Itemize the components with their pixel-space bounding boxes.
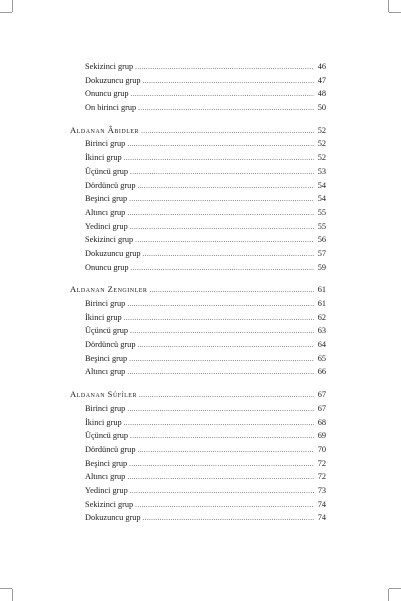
toc-entry [70,137,326,151]
toc-section-page: 67 [317,390,326,400]
toc-entry [70,60,326,74]
toc-entry-title: Dördüncü grup [85,444,136,454]
toc-entry-title: On birinci grup [85,103,137,113]
toc-entry [70,151,326,165]
leader-dots [127,298,314,312]
toc-entry [70,87,326,101]
toc-entry-page: 65 [317,353,326,363]
toc-entry [70,443,326,457]
toc-entry-title: Altıncı grup [85,367,126,377]
toc-entry [70,192,326,206]
crop-mark-top-left [12,0,13,12]
crop-mark-left-top [0,12,12,13]
toc-entry-title: Beşinci grup [85,458,128,468]
toc-entry-page: 59 [317,262,326,272]
leader-dots [143,512,314,526]
leader-dots [143,248,314,262]
toc-entry-page: 63 [317,326,326,336]
toc-entry [70,233,326,247]
leader-dots [130,221,314,235]
crop-mark-right-bottom [389,588,401,589]
toc-entry-page: 48 [317,89,326,99]
toc-section-page: 61 [317,285,326,295]
toc-entry-page: 73 [317,485,326,495]
crop-mark-top-right [388,0,389,12]
leader-dots [129,458,314,472]
toc-entry-page: 62 [317,312,326,322]
toc-entry-page: 52 [317,139,326,149]
toc-entry-page: 72 [317,458,326,468]
leader-dots [135,234,314,248]
toc-entry-title: Dokuzuncu grup [85,75,141,85]
crop-mark-right-top [389,12,401,13]
toc-entry-page: 54 [317,180,326,190]
toc-section-title: Aldanan Sûfîler [70,389,137,400]
crop-mark-bottom-left [12,589,13,601]
toc-entry-title: Sekizinci grup [85,62,134,71]
toc-entry-page: 57 [317,248,326,258]
leader-dots [139,389,314,403]
toc-entry-title: Sekizinci grup [85,499,134,509]
leader-dots [135,61,314,75]
leader-dots [130,325,314,339]
toc-entry [70,365,326,379]
toc-entry [70,297,326,311]
toc-entry [70,511,326,525]
toc-entry-title: İkinci grup [85,312,122,322]
toc-entry-title: Birinci grup [85,299,126,308]
section-gap [70,274,326,283]
leader-dots [141,125,314,139]
toc-entry-page: 56 [317,235,326,245]
section-gap [70,115,326,124]
leader-dots [130,430,314,444]
toc-entry [70,220,326,234]
toc-entry-title: Yedinci grup [85,485,128,495]
toc-entry-title: Onuncu grup [85,89,129,99]
toc-entry-page: 74 [317,499,326,509]
leader-dots [135,499,314,513]
toc-entry-page: 70 [317,444,326,454]
toc-entry-title: Üçüncü grup [85,166,129,176]
toc-entry-page: 66 [317,367,326,377]
leader-dots [137,444,314,458]
section-gap [70,379,326,388]
toc-entry [70,101,326,115]
toc-entry-page: 47 [317,75,326,85]
leader-dots [124,312,314,326]
toc-entry-title: Altıncı grup [85,207,126,217]
toc-entry [70,352,326,366]
toc-section-title: Aldanan Âbidler [70,124,140,135]
leader-dots [127,403,314,417]
leader-dots [137,180,314,194]
toc-entry-title: Üçüncü grup [85,326,129,336]
toc-entry [70,484,326,498]
toc-section-heading [70,124,326,138]
toc-entry-page: 61 [317,299,326,308]
toc-entry [70,338,326,352]
toc-entry [70,324,326,338]
leader-dots [129,193,314,207]
toc-entry-page: 68 [317,417,326,427]
toc-entry-title: Birinci grup [85,403,126,413]
leader-dots [130,166,314,180]
toc-entry [70,429,326,443]
toc-entry-title: Dördüncü grup [85,180,136,190]
crop-mark-bottom-right [388,589,389,601]
toc-entry-page: 46 [317,62,326,71]
toc-entry [70,247,326,261]
toc-entry [70,498,326,512]
toc-entry-page: 67 [317,403,326,413]
leader-dots [124,417,314,431]
toc-entry [70,402,326,416]
toc-entry-title: Altıncı grup [85,472,126,482]
leader-dots [127,207,314,221]
leader-dots [131,262,314,276]
toc-entry-title: Birinci grup [85,139,126,149]
toc-entry-page: 64 [317,340,326,350]
leader-dots [130,485,314,499]
leader-dots [129,353,314,367]
toc-entry [70,165,326,179]
toc-section-heading [70,283,326,297]
toc-entry-page: 53 [317,166,326,176]
toc-entry-page: 74 [317,513,326,523]
toc-entry [70,416,326,430]
toc-entry-title: Üçüncü grup [85,431,129,441]
leader-dots [124,152,314,166]
toc-entry-title: Dokuzuncu grup [85,248,141,258]
toc-entry-title: Sekizinci grup [85,235,134,245]
crop-mark-left-bottom [0,588,12,589]
table-of-contents [70,60,326,525]
leader-dots [127,471,314,485]
toc-entry [70,206,326,220]
toc-entry-title: Beşinci grup [85,194,128,204]
toc-entry [70,261,326,275]
toc-entry-title: İkinci grup [85,417,122,427]
toc-entry-title: Dokuzuncu grup [85,513,141,523]
toc-entry-page: 72 [317,472,326,482]
toc-entry [70,74,326,88]
toc-entry-page: 55 [317,207,326,217]
leader-dots [149,284,314,298]
toc-entry [70,457,326,471]
toc-entry-title: Beşinci grup [85,353,128,363]
leader-dots [137,339,314,353]
toc-entry-page: 55 [317,221,326,231]
toc-section-page: 52 [317,125,326,135]
toc-entry [70,179,326,193]
toc-entry-title: Yedinci grup [85,221,128,231]
toc-entry-page: 69 [317,431,326,441]
toc-entry-title: İkinci grup [85,153,122,163]
leader-dots [143,75,314,89]
toc-entry-title: Onuncu grup [85,262,129,272]
toc-entry-page: 50 [317,103,326,113]
toc-entry [70,311,326,325]
leader-dots [131,88,314,102]
toc-section-title: Aldanan Zenginler [70,284,148,295]
toc-section-heading [70,388,326,402]
toc-entry-page: 54 [317,194,326,204]
toc-entry-title: Dördüncü grup [85,340,136,350]
leader-dots [127,138,314,152]
toc-entry-page: 52 [317,153,326,163]
leader-dots [138,102,314,116]
toc-entry [70,470,326,484]
leader-dots [127,366,314,380]
